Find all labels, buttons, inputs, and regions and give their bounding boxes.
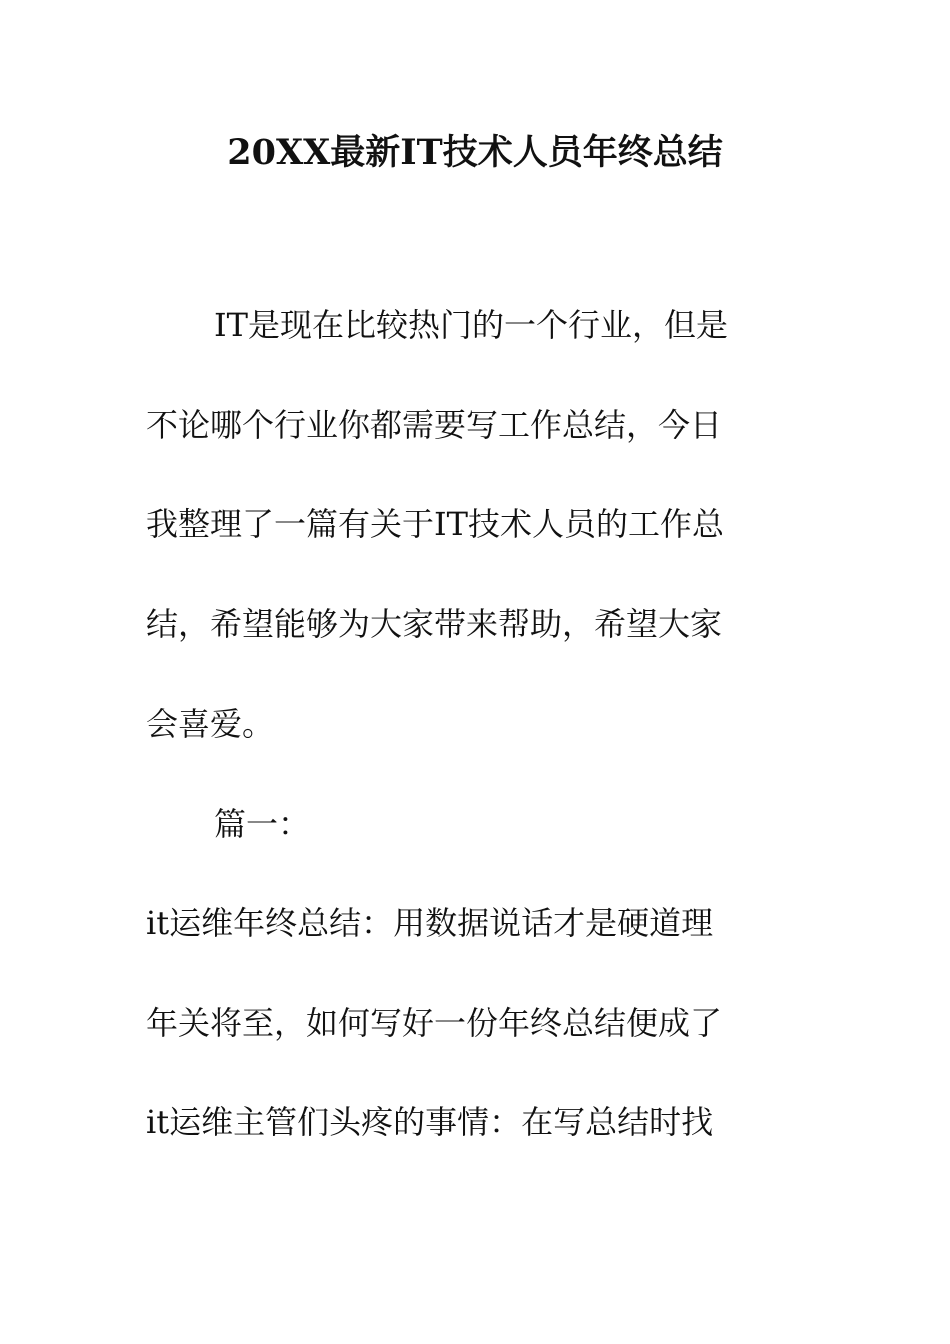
section-heading: 篇一： xyxy=(214,805,311,843)
paragraph-line: 年关将至，如何写好一份年终总结便成了 xyxy=(146,1004,723,1042)
document-title: 20XX最新IT技术人员年终总结 xyxy=(227,132,723,173)
paragraph-line: 结，希望能够为大家带来帮助，希望大家 xyxy=(146,605,723,643)
paragraph-line: 不论哪个行业你都需要写工作总结，今日 xyxy=(146,406,723,444)
paragraph-line: it运维年终总结：用数据说话才是硬道理 xyxy=(146,904,714,942)
paragraph-line: 会喜爱。 xyxy=(146,705,275,743)
paragraph-line: 我整理了一篇有关于IT技术人员的工作总 xyxy=(146,505,724,543)
paragraph-line: it运维主管们头疼的事情：在写总结时找 xyxy=(146,1103,714,1141)
paragraph-line: IT是现在比较热门的一个行业，但是 xyxy=(214,306,728,344)
